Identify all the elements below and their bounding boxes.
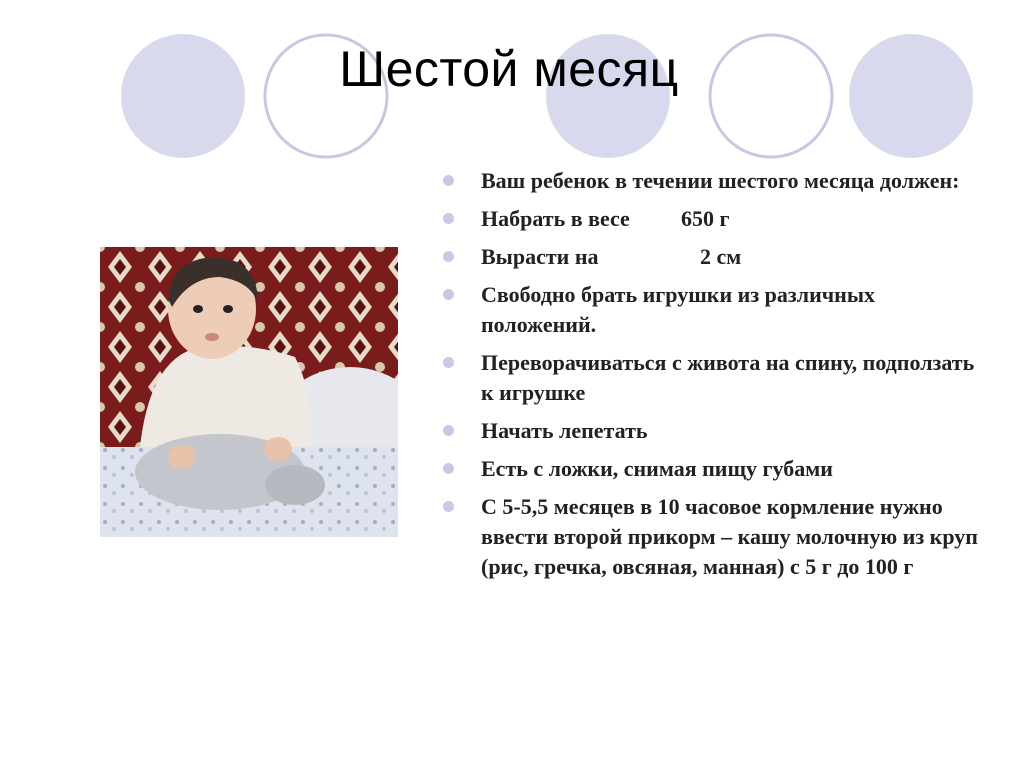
bullet-icon	[443, 213, 454, 224]
list-item	[440, 348, 980, 408]
list-item	[440, 204, 980, 234]
bullet-text: Есть с ложки, снимая пищу губами	[481, 456, 833, 481]
bullet-text: С 5-5,5 месяцев в 10 часовое кормление нужно ввести второй прикорм – кашу молочную из круп (рис, гречка, овсяная, манная) с 5 г до 100 г	[481, 494, 978, 579]
list-item	[440, 416, 980, 446]
bullet-list	[440, 166, 980, 590]
baby-photo	[100, 247, 398, 537]
list-item	[440, 454, 980, 484]
bullet-value: 2 см	[700, 244, 742, 269]
bullet-value: 650 г	[681, 206, 730, 231]
bullet-icon	[443, 357, 454, 368]
bullet-label: Набрать в весе	[481, 206, 630, 231]
bullet-icon	[443, 425, 454, 436]
bullet-icon	[443, 175, 454, 186]
list-item	[440, 280, 980, 340]
bullet-text: Ваш ребенок в течении шестого месяца должен:	[481, 168, 960, 193]
slide-title: Шестой месяц	[339, 41, 679, 97]
list-item	[440, 166, 980, 196]
bullet-text: Свободно брать игрушки из различных положений.	[481, 282, 876, 337]
bullet-icon	[443, 251, 454, 262]
baby-photo-icon	[100, 247, 398, 537]
bullet-text: Начать лепетать	[481, 418, 648, 443]
list-item	[440, 492, 980, 582]
list-item	[440, 242, 980, 272]
bullet-label: Вырасти на	[481, 244, 599, 269]
bullet-icon	[443, 289, 454, 300]
bullet-text: Переворачиваться с живота на спину, подползать к игрушке	[481, 350, 975, 405]
bullet-icon	[443, 463, 454, 474]
bullet-icon	[443, 501, 454, 512]
